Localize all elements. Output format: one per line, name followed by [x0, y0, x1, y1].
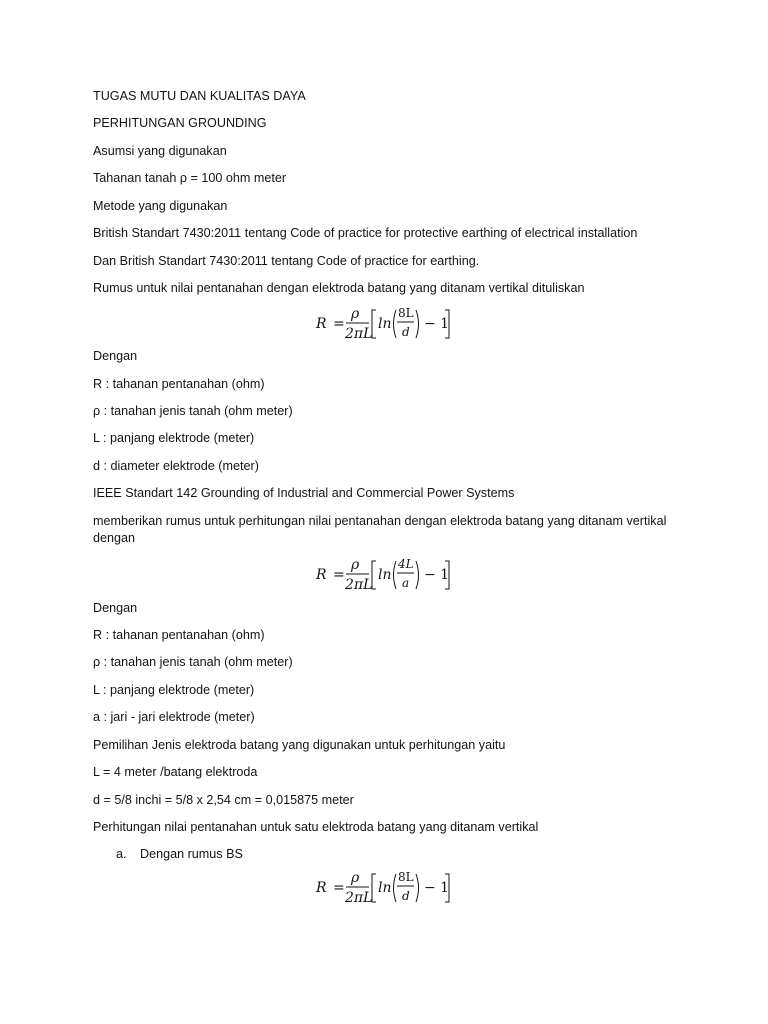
bs-standard-line-1: British Standart 7430:2011 tentang Code of practice for protective earthing of electrical installation	[93, 226, 638, 240]
formula-equals: =	[333, 316, 345, 332]
bs-standard-line-2: Dan British Standart 7430:2011 tentang Code of practice for earthing.	[93, 254, 480, 268]
section-title: PERHITUNGAN GROUNDING	[93, 116, 267, 130]
bs-formula-intro: Rumus untuk nilai pentanahan dengan elektroda batang yang ditanam vertikal dituliskan	[93, 281, 585, 295]
formula-denominator: 2πL	[345, 326, 373, 342]
electrode-selection-line: Pemilihan Jenis elektroda batang yang digunakan untuk perhitungan yaitu	[93, 738, 506, 752]
definition-rho-2: ρ : tanahan jenis tanah (ohm meter)	[93, 655, 293, 669]
ieee-formula-intro: memberikan rumus untuk perhitungan nilai pentanahan dengan elektroda batang yang ditanam vertikal dengan	[93, 514, 667, 545]
formula-lhs: R	[316, 316, 327, 332]
formula-inner-numerator: 8L	[398, 306, 414, 320]
formula-numerator: ρ	[351, 870, 360, 886]
formula-inner-denominator: d	[402, 325, 410, 339]
formula-equals: =	[333, 880, 345, 896]
formula-inner-denominator: a	[402, 576, 410, 590]
formula-ln: ln	[378, 316, 392, 332]
method-heading: Metode yang digunakan	[93, 199, 228, 213]
formula-lhs: R	[316, 567, 327, 583]
document-title: TUGAS MUTU DAN KUALITAS DAYA	[93, 89, 306, 103]
formula-inner-numerator: 4L	[398, 557, 414, 571]
definition-r-2: R : tahanan pentanahan (ohm)	[93, 628, 265, 642]
formula-ieee	[300, 553, 470, 599]
formula-bs-2	[300, 866, 470, 912]
list-item-bs-formula: Dengan rumus BS	[140, 847, 243, 861]
formula-ln: ln	[378, 567, 392, 583]
formula-tail: − 1	[424, 316, 450, 332]
formula-inner-denominator: d	[402, 889, 410, 903]
definition-l-2: L : panjang elektrode (meter)	[93, 683, 255, 697]
definition-r-1: R : tahanan pentanahan (ohm)	[93, 377, 265, 391]
formula-ln: ln	[378, 880, 392, 896]
list-marker-a: a.	[116, 847, 127, 861]
definition-a: a : jari - jari elektrode (meter)	[93, 710, 255, 724]
definition-l-1: L : panjang elektrode (meter)	[93, 431, 255, 445]
definitions-heading-1: Dengan	[93, 349, 138, 363]
definition-rho-1: ρ : tanahan jenis tanah (ohm meter)	[93, 404, 293, 418]
formula-numerator: ρ	[351, 557, 360, 573]
calculation-intro: Perhitungan nilai pentanahan untuk satu elektroda batang yang ditanam vertikal	[93, 820, 539, 834]
formula-lhs: R	[316, 880, 327, 896]
length-value-line: L = 4 meter /batang elektroda	[93, 765, 258, 779]
formula-numerator: ρ	[351, 306, 360, 322]
formula-bs-1	[300, 302, 470, 348]
definition-d: d : diameter elektrode (meter)	[93, 459, 259, 473]
formula-denominator: 2πL	[345, 890, 373, 906]
definitions-heading-2: Dengan	[93, 601, 138, 615]
soil-resistance-line: Tahanan tanah ρ = 100 ohm meter	[93, 171, 287, 185]
formula-denominator: 2πL	[345, 577, 373, 593]
formula-tail: − 1	[424, 880, 450, 896]
formula-tail: − 1	[424, 567, 450, 583]
diameter-value-line: d = 5/8 inchi = 5/8 x 2,54 cm = 0,015875 meter	[93, 793, 354, 807]
ieee-standard-line: IEEE Standart 142 Grounding of Industrial and Commercial Power Systems	[93, 486, 515, 500]
assumption-heading: Asumsi yang digunakan	[93, 144, 227, 158]
formula-inner-numerator: 8L	[398, 870, 414, 884]
formula-equals: =	[333, 567, 345, 583]
